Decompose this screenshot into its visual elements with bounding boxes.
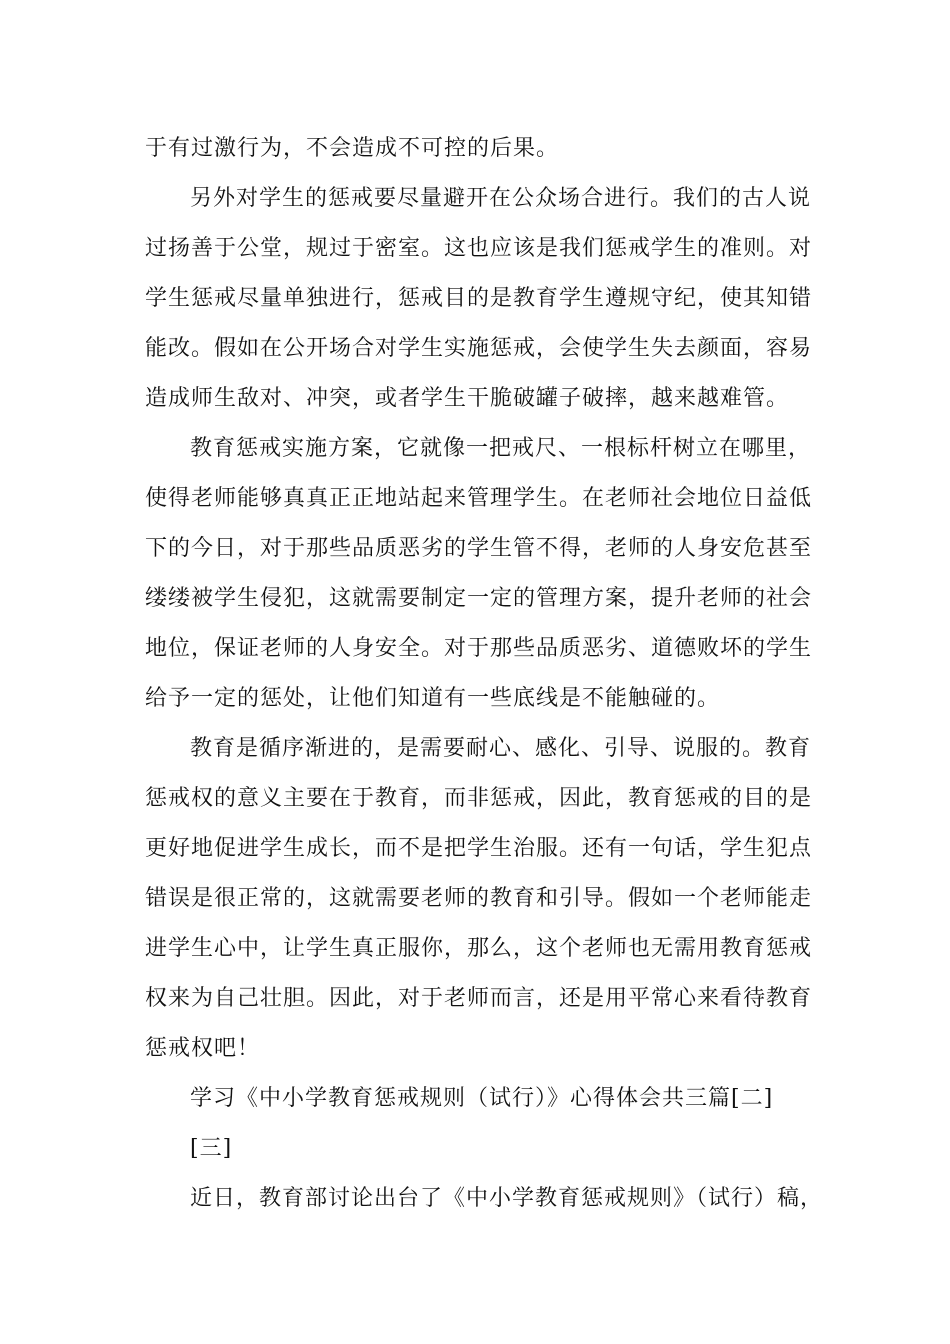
text-line: 缕缕被学生侵犯，这就需要制定一定的管理方案，提升老师的社会 — [145, 586, 813, 611]
text-line: 教育是循序渐进的，是需要耐心、感化、引导、说服的。教育 — [190, 736, 812, 761]
text-line: 过扬善于公堂，规过于密室。这也应该是我们惩戒学生的准则。对 — [145, 236, 813, 261]
text-line: 更好地促进学生成长，而不是把学生治服。还有一句话，学生犯点 — [145, 836, 813, 861]
section-heading: 学习《中小学教育惩戒规则（试行）》心得体会共三篇[二] — [190, 1086, 774, 1111]
text-line: 权来为自己壮胆。因此，对于老师而言，还是用平常心来看待教育 — [145, 986, 813, 1011]
text-line: 地位，保证老师的人身安全。对于那些品质恶劣、道德败坏的学生 — [145, 636, 813, 661]
section-heading: [三] — [190, 1136, 233, 1161]
text-line: 给予一定的惩处，让他们知道有一些底线是不能触碰的。 — [145, 686, 721, 711]
text-line: 造成师生敌对、冲突，或者学生干脆破罐子破摔，越来越难管。 — [145, 386, 790, 411]
text-line: 惩戒权吧！ — [145, 1036, 261, 1061]
text-line: 惩戒权的意义主要在于教育，而非惩戒，因此，教育惩戒的目的是 — [145, 786, 813, 811]
text-line: 进学生心中，让学生真正服你，那么，这个老师也无需用教育惩戒 — [145, 936, 813, 961]
text-line: 学生惩戒尽量单独进行，惩戒目的是教育学生遵规守纪，使其知错 — [145, 286, 813, 311]
text-line: 下的今日，对于那些品质恶劣的学生管不得，老师的人身安危甚至 — [145, 536, 813, 561]
text-line: 另外对学生的惩戒要尽量避开在公众场合进行。我们的古人说 — [190, 186, 812, 211]
text-line: 使得老师能够真真正正地站起来管理学生。在老师社会地位日益低 — [145, 486, 813, 511]
text-line: 能改。假如在公开场合对学生实施惩戒，会使学生失去颜面，容易 — [145, 336, 813, 361]
text-line: 错误是很正常的，这就需要老师的教育和引导。假如一个老师能走 — [145, 886, 813, 911]
text-line: 于有过激行为，不会造成不可控的后果。 — [145, 136, 560, 161]
text-line: 近日，教育部讨论出台了《中小学教育惩戒规则》（试行）稿， — [190, 1186, 824, 1211]
text-line: 教育惩戒实施方案，它就像一把戒尺、一根标杆树立在哪里， — [190, 436, 812, 461]
